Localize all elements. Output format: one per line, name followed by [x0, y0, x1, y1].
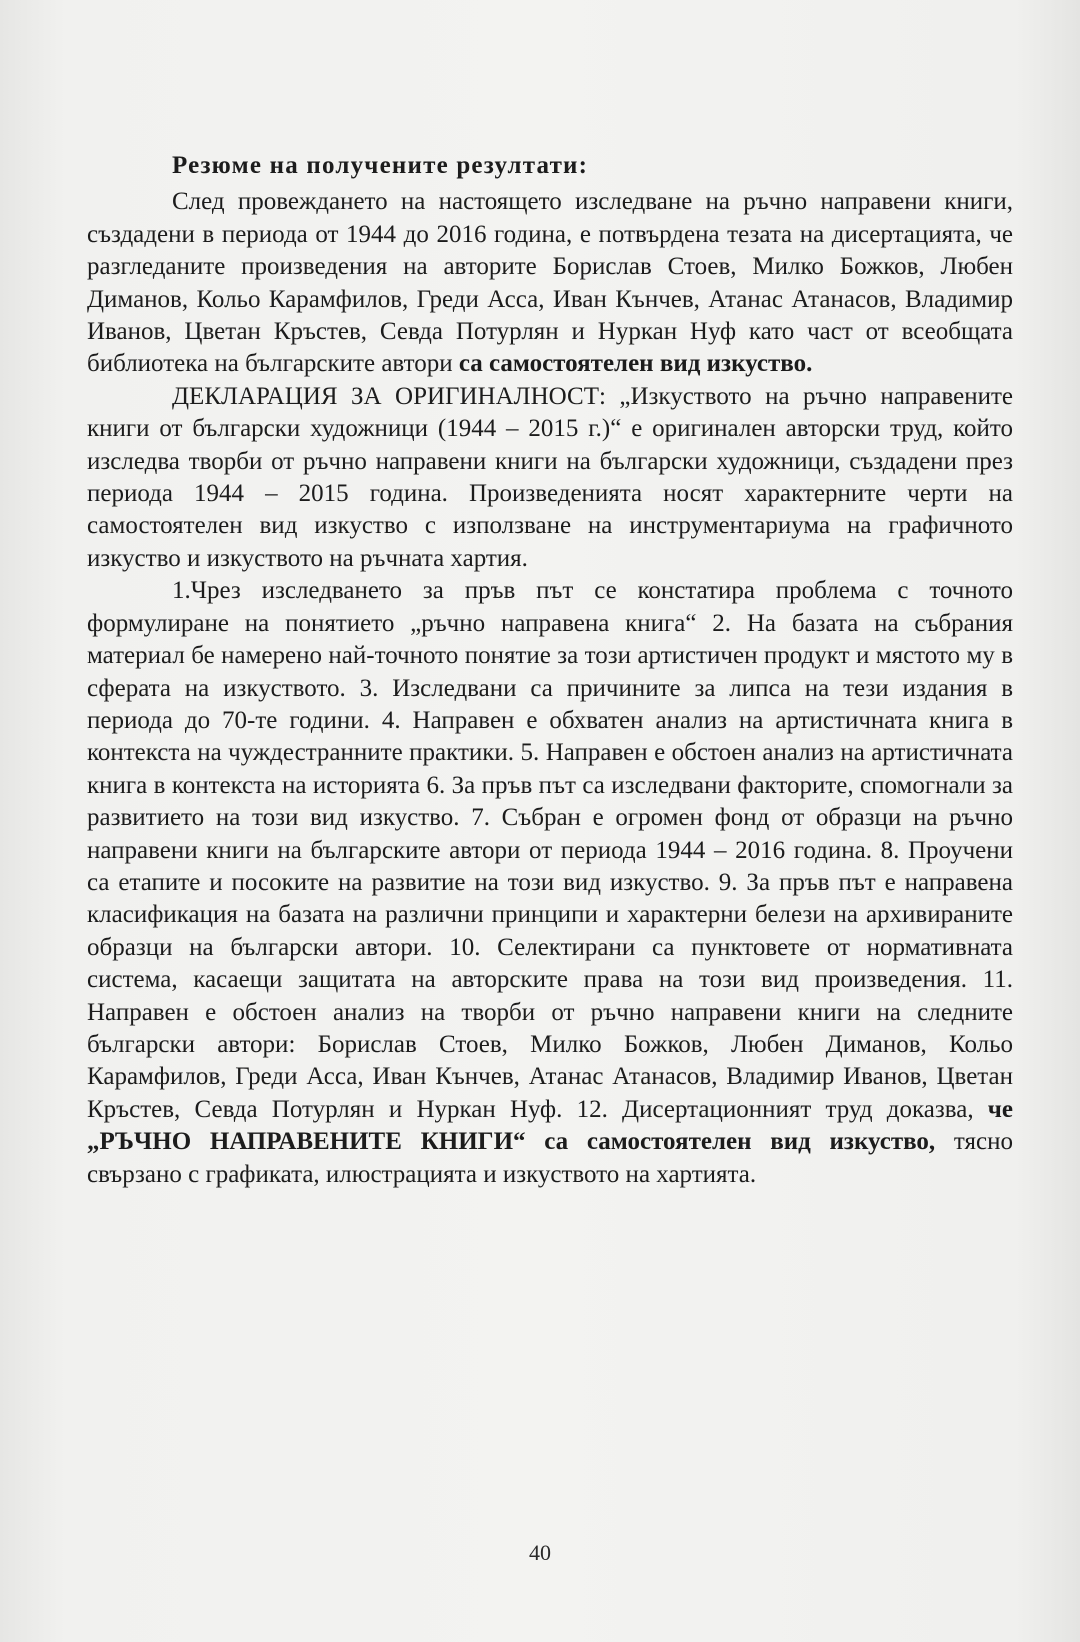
paragraph-contributions-text: 1.Чрез изследването за пръв път се констатира проблема с точното формулиране на понятието „ръчно направена книга“ 2. На базата на събрания материал бе намерено най-точното понятие за този артистичен продукт и мястото му в сферата на изкуството. 3. Изследвани са причините за липса на тези издания в периода до 70-те години. 4. Направен е обхватен анализ на артистичната книга в контекста на чуждестранните практики. 5. Направен е обстоен анализ на артистичната книга в контекста на историята 6. За пръв път са изследвани факторите, спомогнали за развитието на този вид изкуство. 7. Събран е огромен фонд от образци на ръчно направени книги на българските автори от периода 1944 – 2016 година. 8. Проучени са етапите и посоките на развитие на този вид изкуство. 9. За пръв път е направена класификация на базата на различни принципи и характерни белези на архивираните образци на български автори. 10. Селектирани са пунктовете от нормативната система, касаещи защитата на авторските права на този вид произведения. 11. Направен е обстоен анализ на творби от ръчно направени книги на следните български автори: Борислав Стоев, Милко Божков, Любен Диманов, Кольо Карамфилов, Греди Асса, Иван Кънчев, Атанас Атанасов, Владимир Иванов, Цветан Кръстев, Севда Потурлян и Нуркан Нуф. 12. Дисертационният труд доказва,	[87, 577, 1013, 1123]
paragraph-contributions-bold: че „РЪЧНО НАПРАВЕНИТЕ КНИГИ“ са самостоятелен вид изкуство,	[87, 1095, 1013, 1156]
paragraph-theses	[87, 186, 1013, 380]
body-text	[87, 150, 1013, 1191]
paragraph-contributions-end: тясно свързано с графиката, илюстрацията и изкуството на хартията.	[87, 1128, 1013, 1188]
paragraph-declaration: ДЕКЛАРАЦИЯ ЗА ОРИГИНАЛНОСТ: „Изкуството на ръчно направените книги от български художници (1944 – 2015 г.)“ е оригинален авторски труд, който изследва творби от ръчно направени книги на български художници, създадени през периода 1944 – 2015 година. Произведенията носят характерните черти на самостоятелен вид изкуство с използване на инструментариума на графичното изкуство и изкуството на ръчната хартия.	[87, 382, 1013, 572]
page-number: 40	[529, 1540, 551, 1565]
summary-heading: Резюме на получените резултати:	[172, 152, 589, 179]
paragraph-contributions	[87, 575, 1013, 1191]
paragraph-theses-bold: са самостоятелен вид изкуство.	[458, 350, 813, 378]
paragraph-theses-text: След провеждането на настоящето изследване на ръчно направени книги, създадени в периода от 1944 до 2016 година, е потвърдена тезата на дисертацията, че разгледаните произведения на авторите Борислав Стоев, Милко Божков, Любен Диманов, Кольо Карамфилов, Греди Асса, Иван Кънчев, Атанас Атанасов, Владимир Иванов, Цветан Кръстев, Севда Потурлян и Нуркан Нуф като част от всеобщата библиотека на българските автори	[87, 188, 1013, 378]
